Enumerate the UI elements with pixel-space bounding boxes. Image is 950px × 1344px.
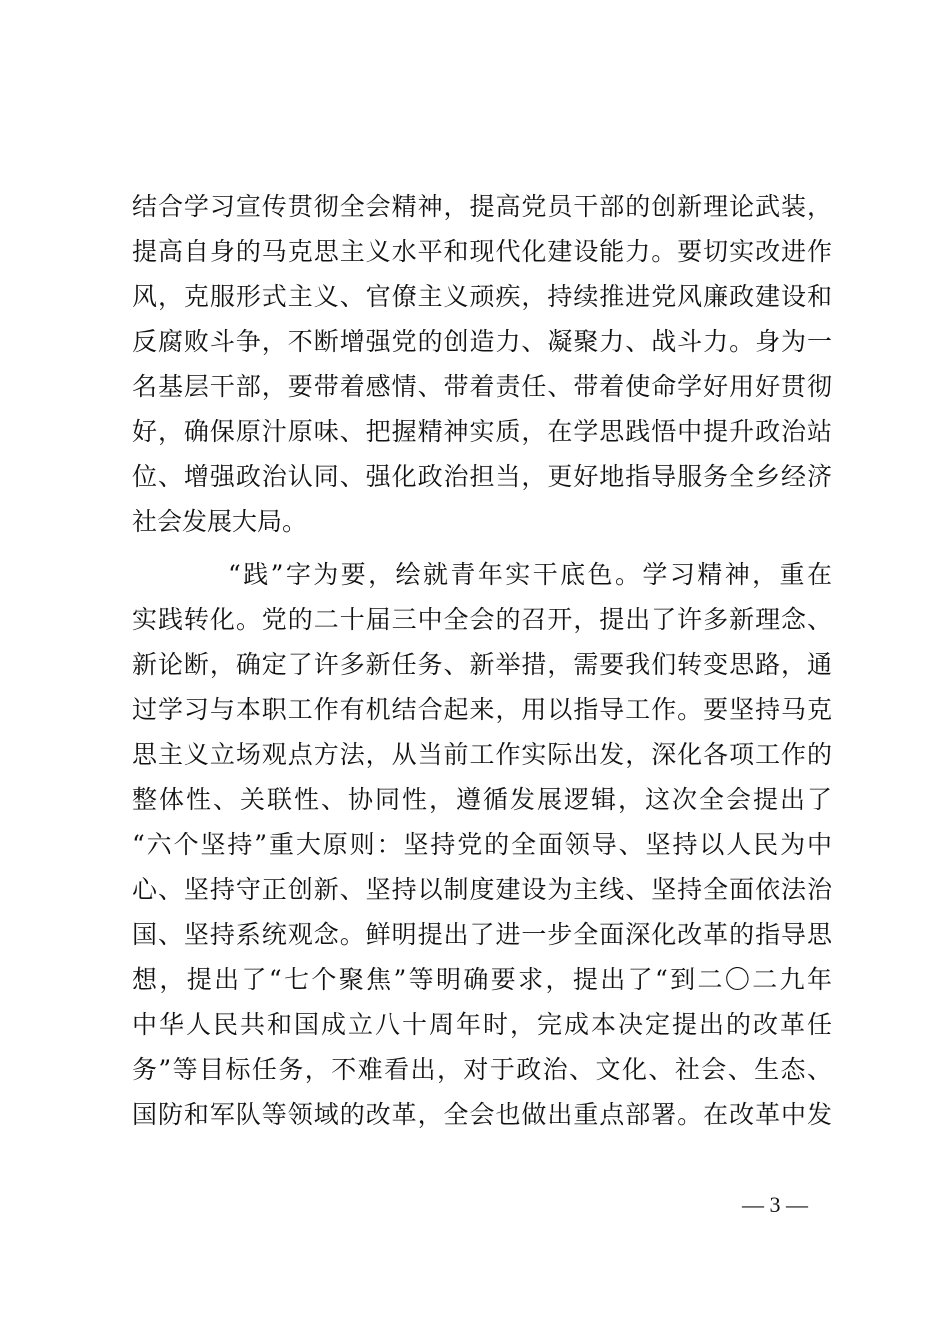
text-line: 结合学习宣传贯彻全会精神，提高党员干部的创新理论武装， [132,192,832,221]
text-line: 想，提出了“七个聚焦”等明确要求，提出了“到二〇二九年 [132,965,832,994]
text-line: 国防和军队等领域的改革，全会也做出重点部署。在改革中发 [132,1100,832,1129]
text-line: 思主义立场观点方法，从当前工作实际出发，深化各项工作的 [132,740,832,769]
text-line: 国、坚持系统观念。鲜明提出了进一步全面深化改革的指导思 [132,920,832,949]
text-line: 实践转化。党的二十届三中全会的召开，提出了许多新理念、 [132,605,832,634]
text-line: 新论断，确定了许多新任务、新举措，需要我们转变思路，通 [132,650,832,679]
text-line: 社会发展大局。 [132,507,308,536]
text-line: 过学习与本职工作有机结合起来，用以指导工作。要坚持马克 [132,695,832,724]
text-line: “六个坚持”重大原则：坚持党的全面领导、坚持以人民为中 [132,830,832,859]
text-line: 反腐败斗争，不断增强党的创造力、凝聚力、战斗力。身为一 [132,327,832,356]
text-line: 中华人民共和国成立八十周年时，完成本决定提出的改革任 [132,1010,832,1039]
text-line: 务”等目标任务，不难看出，对于政治、文化、社会、生态、 [132,1055,832,1084]
text-line: 好，确保原汁原味、把握精神实质，在学思践悟中提升政治站 [132,417,832,446]
page-number: — 3 — [742,1192,808,1217]
text-line: 名基层干部，要带着感情、带着责任、带着使命学好用好贯彻 [132,372,832,401]
text-line: 风，克服形式主义、官僚主义顽疾，持续推进党风廉政建设和 [132,282,832,311]
text-line: 提高自身的马克思主义水平和现代化建设能力。要切实改进作 [132,237,832,266]
text-line: 心、坚持守正创新、坚持以制度建设为主线、坚持全面依法治 [132,875,832,904]
text-line: 整体性、关联性、协同性，遵循发展逻辑，这次全会提出了 [132,785,832,814]
paragraph-first-line: “践”字为要，绘就青年实干底色。学习精神，重在 [228,560,832,589]
text-line: 位、增强政治认同、强化政治担当，更好地指导服务全乡经济 [132,462,832,491]
